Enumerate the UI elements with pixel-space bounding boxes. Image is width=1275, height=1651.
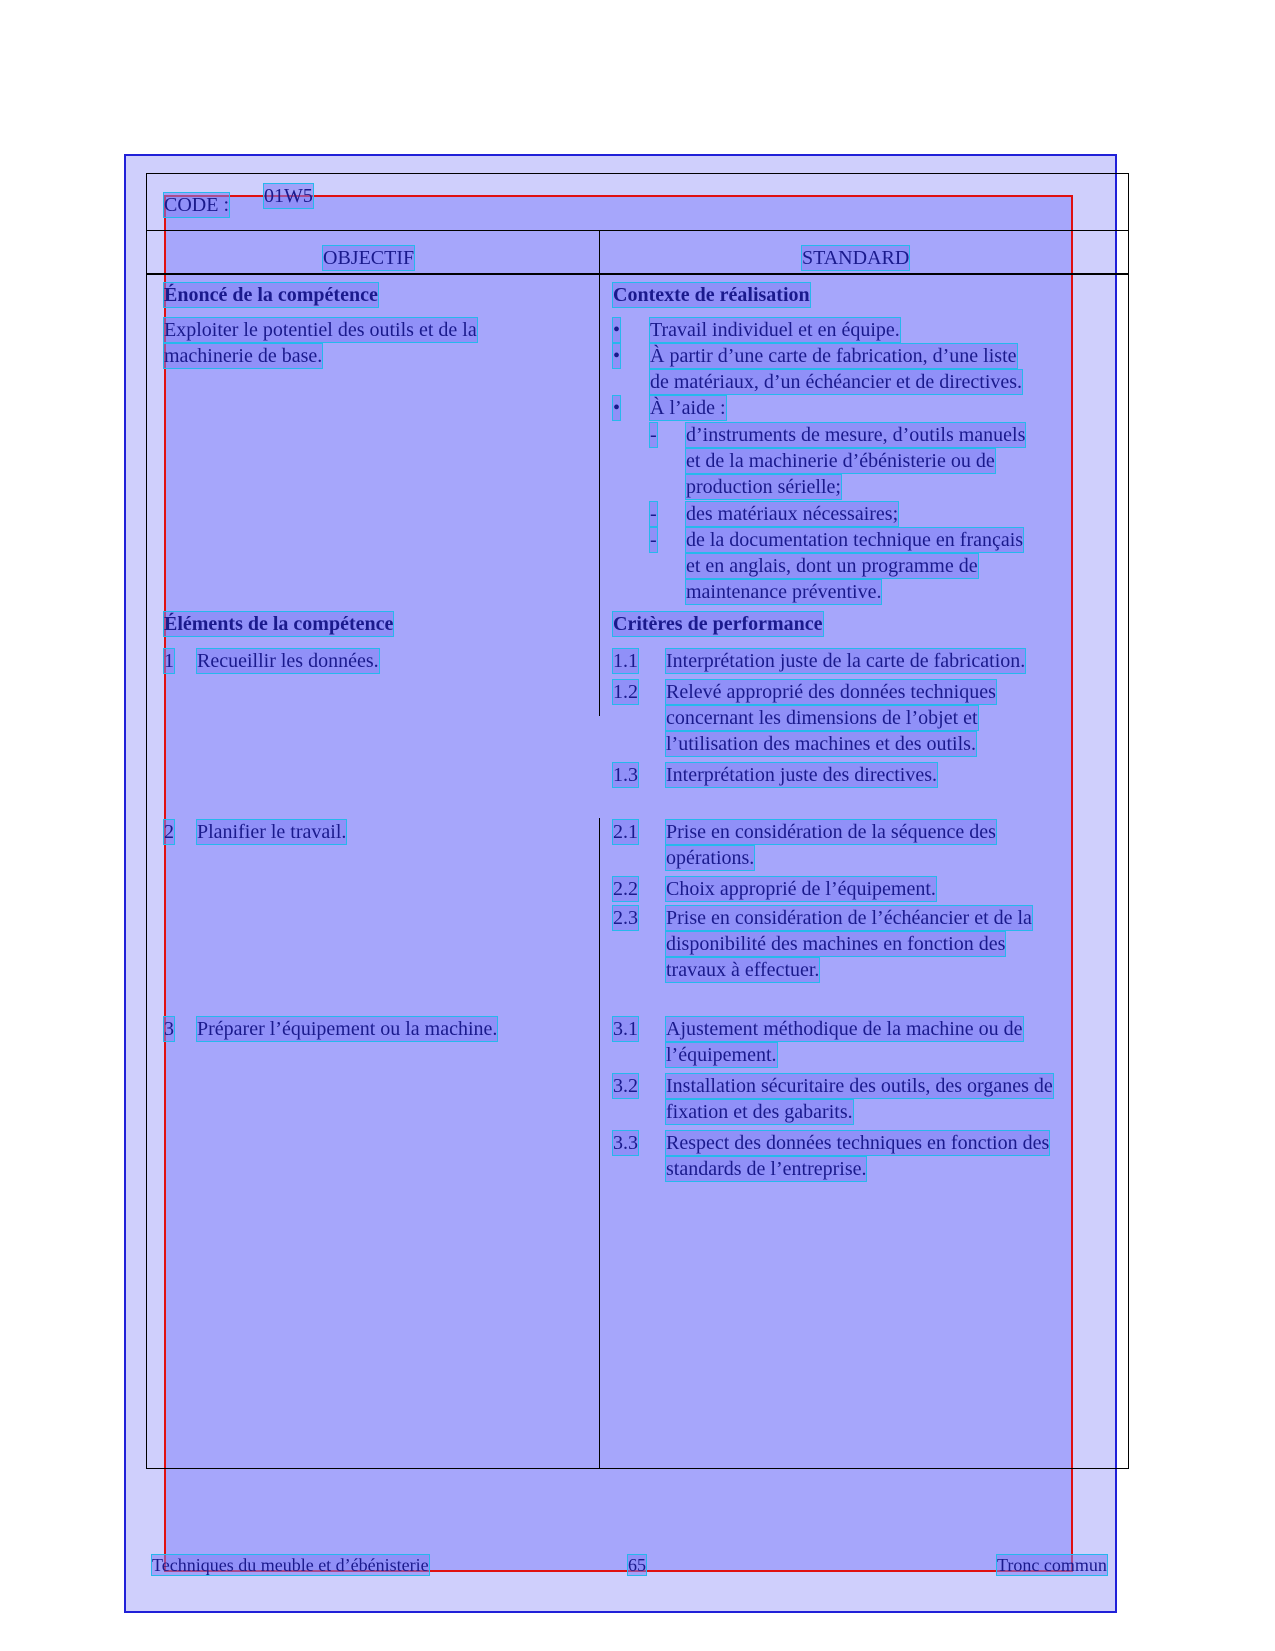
enonce-line: Exploiter le potentiel des outils et de la <box>164 319 477 341</box>
contexte-heading: Contexte de réalisation <box>613 284 810 306</box>
critere-number: 2.2 <box>613 878 638 900</box>
critere-line: Relevé approprié des données techniques <box>666 681 996 703</box>
enonce-line: machinerie de base. <box>164 345 323 367</box>
critere-number: 1.2 <box>613 681 638 703</box>
contexte-line: de matériaux, d’un échéancier et de directives. <box>650 371 1023 393</box>
critere-line: Installation sécuritaire des outils, des organes de <box>666 1075 1053 1097</box>
dash-marker: - <box>650 503 657 525</box>
footer-right: Tronc commun <box>997 1555 1107 1575</box>
critere-line: standards de l’entreprise. <box>666 1158 867 1180</box>
critere-line: Prise en considération de l’échéancier et de la <box>666 907 1032 929</box>
element-label: Planifier le travail. <box>197 821 347 843</box>
critere-line: l’utilisation des machines et des outils. <box>666 733 976 755</box>
critere-number: 3.2 <box>613 1075 638 1097</box>
column-divider-upper <box>599 230 600 716</box>
critere-number: 2.1 <box>613 821 638 843</box>
critere-line: travaux à effectuer. <box>666 959 820 981</box>
contexte-subline: d’instruments de mesure, d’outils manuels <box>686 424 1026 446</box>
critere-number: 2.3 <box>613 907 638 929</box>
critere-line: disponibilité des machines en fonction des <box>666 933 1006 955</box>
contexte-subline: maintenance préventive. <box>686 581 882 603</box>
contexte-line: Travail individuel et en équipe. <box>650 319 900 341</box>
contexte-subline: et en anglais, dont un programme de <box>686 555 978 577</box>
bullet-marker: • <box>613 345 621 367</box>
element-number: 2 <box>164 821 174 843</box>
code-value: 01W5 <box>264 185 313 207</box>
column-header-objectif: OBJECTIF <box>323 247 415 269</box>
critere-line: Prise en considération de la séquence des <box>666 821 996 843</box>
element-label: Préparer l’équipement ou la machine. <box>197 1018 498 1040</box>
critere-number: 1.1 <box>613 650 638 672</box>
element-label: Recueillir les données. <box>197 650 379 672</box>
page-number: 65 <box>628 1555 646 1575</box>
critere-line: Interprétation juste des directives. <box>666 764 938 786</box>
critere-number: 3.3 <box>613 1132 638 1154</box>
critere-line: Interprétation juste de la carte de fabrication. <box>666 650 1026 672</box>
column-divider-lower <box>599 818 600 1469</box>
element-number: 1 <box>164 650 174 672</box>
contexte-subline: et de la machinerie d’ébénisterie ou de <box>686 450 995 472</box>
critere-line: Choix approprié de l’équipement. <box>666 878 936 900</box>
footer-left: Techniques du meuble et d’ébénisterie <box>152 1555 429 1575</box>
element-number: 3 <box>164 1018 174 1040</box>
contexte-subline: des matériaux nécessaires; <box>686 503 899 525</box>
header-divider <box>146 230 1129 231</box>
critere-line: l’équipement. <box>666 1044 777 1066</box>
dash-marker: - <box>650 529 657 551</box>
bullet-marker: • <box>613 397 621 419</box>
critere-line: concernant les dimensions de l’objet et <box>666 707 978 729</box>
critere-line: opérations. <box>666 847 755 869</box>
critere-number: 3.1 <box>613 1018 638 1040</box>
contexte-subline: de la documentation technique en français <box>686 529 1024 551</box>
dash-marker: - <box>650 424 657 446</box>
code-label: CODE : <box>164 194 229 216</box>
critere-line: Respect des données techniques en fonction des <box>666 1132 1050 1154</box>
criteres-heading: Critères de performance <box>613 613 823 635</box>
bullet-marker: • <box>613 319 621 341</box>
contexte-line: À partir d’une carte de fabrication, d’une liste <box>650 345 1017 367</box>
elements-heading: Éléments de la compétence <box>164 613 394 635</box>
critere-line: Ajustement méthodique de la machine ou de <box>666 1018 1023 1040</box>
enonce-heading: Énoncé de la compétence <box>164 284 378 306</box>
contexte-subline: production sérielle; <box>686 476 841 498</box>
critere-number: 1.3 <box>613 764 638 786</box>
column-header-divider <box>146 273 1129 275</box>
column-header-standard: STANDARD <box>802 247 910 269</box>
contexte-line: À l’aide : <box>650 397 726 419</box>
critere-line: fixation et des gabarits. <box>666 1101 853 1123</box>
